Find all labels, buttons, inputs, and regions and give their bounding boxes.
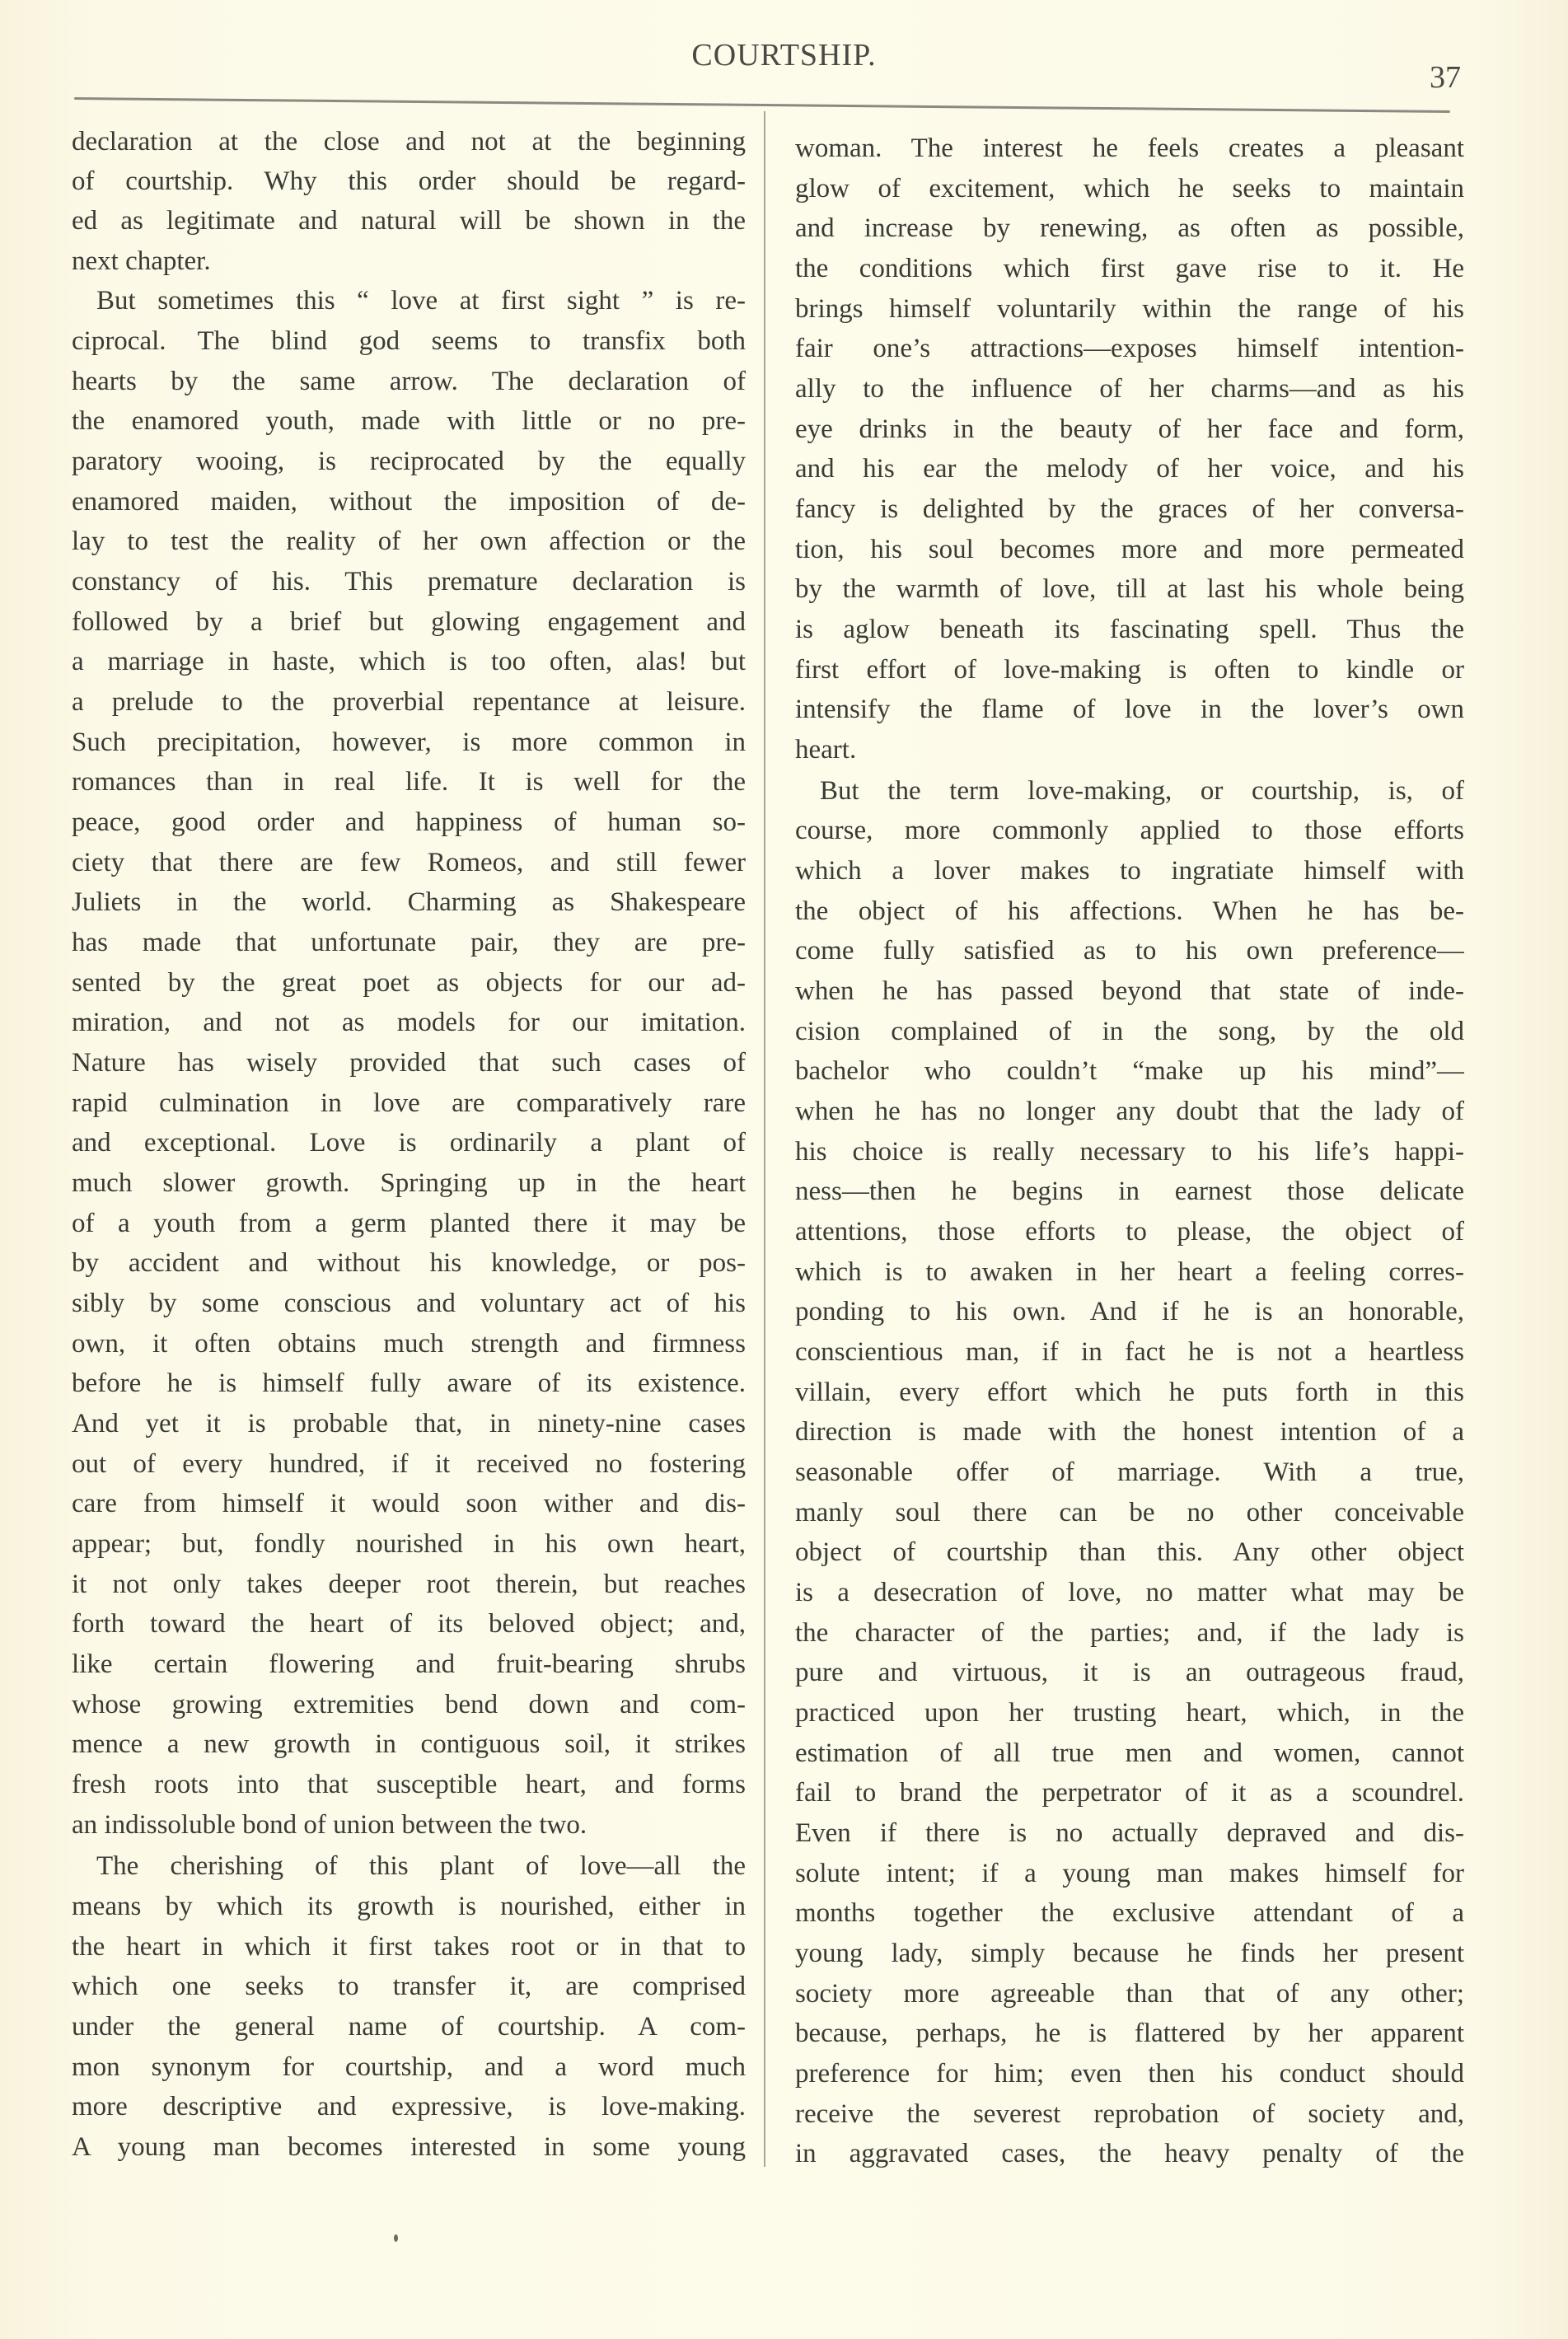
- text-line: Nature has wisely provided that such cases of: [72, 1048, 746, 1078]
- text-line: Such precipitation, however, is more common in: [72, 727, 746, 757]
- text-line: bachelor who couldn’t “make up his mind”—: [795, 1056, 1464, 1086]
- text-line: and exceptional. Love is ordinarily a plant of: [72, 1128, 746, 1158]
- text-line: constancy of his. This premature declaration is: [72, 567, 746, 596]
- text-line: mon synonym for courtship, and a word much: [72, 2052, 746, 2082]
- text-line: brings himself voluntarily within the range of his: [795, 294, 1464, 324]
- text-line: heart.: [795, 735, 857, 765]
- text-line: declaration at the close and not at the beginning: [72, 127, 746, 157]
- text-line: Juliets in the world. Charming as Shakespeare: [72, 887, 746, 917]
- text-line: Even if there is no actually depraved and dis-: [795, 1818, 1464, 1848]
- text-line: when he has no longer any doubt that the lady of: [795, 1097, 1464, 1126]
- text-line: society more agreeable than that of any other;: [795, 1979, 1464, 2009]
- text-line: hearts by the same arrow. The declaration of: [72, 367, 746, 396]
- column-divider: [764, 111, 765, 2167]
- text-line: is aglow beneath its fascinating spell. Thus the: [795, 615, 1464, 644]
- text-line: lay to test the reality of her own affection or the: [72, 526, 746, 556]
- text-line: paratory wooing, is reciprocated by the equally: [72, 447, 746, 476]
- text-line: tion, his soul becomes more and more permeated: [795, 535, 1464, 564]
- text-line: months together the exclusive attendant of a: [795, 1898, 1464, 1928]
- text-line: by accident and without his knowledge, or pos-: [72, 1248, 746, 1278]
- text-line: ed as legitimate and natural will be shown in the: [72, 206, 746, 236]
- text-line: mence a new growth in contiguous soil, it strikes: [72, 1729, 746, 1759]
- text-line: ponding to his own. And if he is an honorable,: [795, 1297, 1464, 1326]
- text-line: own, it often obtains much strength and firmness: [72, 1329, 746, 1359]
- text-line: fresh roots into that susceptible heart, and forms: [72, 1770, 746, 1799]
- text-line: ness—then he begins in earnest those delicate: [795, 1177, 1464, 1206]
- text-line: glow of excitement, which he seeks to maintain: [795, 174, 1464, 203]
- text-line: the enamored youth, made with little or no pre-: [72, 406, 746, 436]
- text-line: the heart in which it first takes root or in that to: [72, 1932, 746, 1962]
- text-line: sented by the great poet as objects for our ad-: [72, 968, 746, 998]
- text-line: seasonable offer of marriage. With a true,: [795, 1457, 1464, 1487]
- text-line: forth toward the heart of its beloved object; and,: [72, 1609, 746, 1639]
- text-line: ally to the influence of her charms—and as his: [795, 374, 1464, 404]
- text-line: But the term love-making, or courtship, is, of: [820, 776, 1464, 806]
- text-line: woman. The interest he feels creates a pleasant: [795, 133, 1464, 163]
- text-line: enamored maiden, without the imposition of de-: [72, 487, 746, 517]
- text-line: a marriage in haste, which is too often, alas! but: [72, 647, 746, 676]
- text-line: by the warmth of love, till at last his whole being: [795, 574, 1464, 604]
- text-line: pure and virtuous, it is an outrageous fraud,: [795, 1658, 1464, 1687]
- text-line: course, more commonly applied to those efforts: [795, 816, 1464, 845]
- text-line: and his ear the melody of her voice, and his: [795, 454, 1464, 484]
- text-line: rapid culmination in love are comparatively rare: [72, 1088, 746, 1118]
- text-line: manly soul there can be no other conceivable: [795, 1498, 1464, 1527]
- text-line: his choice is really necessary to his life’s happi-: [795, 1137, 1464, 1167]
- text-line: fancy is delighted by the graces of her conversa-: [795, 494, 1464, 524]
- text-line: intensify the flame of love in the lover’s own: [795, 695, 1464, 724]
- text-line: has made that unfortunate pair, they are pre-: [72, 928, 746, 957]
- text-line: of courtship. Why this order should be regard-: [72, 166, 746, 196]
- text-line: means by which its growth is nourished, either in: [72, 1892, 746, 1921]
- text-line: more descriptive and expressive, is love-making.: [72, 2092, 746, 2121]
- page-number: 37: [1430, 60, 1461, 95]
- text-line: conscientious man, if in fact he is not a heartless: [795, 1337, 1464, 1367]
- text-line: is a desecration of love, no matter what may be: [795, 1578, 1464, 1607]
- text-line: in aggravated cases, the heavy penalty of the: [795, 2139, 1464, 2168]
- text-line: object of courtship than this. Any other object: [795, 1537, 1464, 1567]
- text-line: first effort of love-making is often to kindle or: [795, 655, 1464, 685]
- text-line: romances than in real life. It is well for the: [72, 767, 746, 797]
- text-line: before he is himself fully aware of its existence.: [72, 1368, 746, 1398]
- text-line: whose growing extremities bend down and com-: [72, 1690, 746, 1719]
- text-line: a prelude to the proverbial repentance at leisure.: [72, 687, 746, 717]
- text-line: miration, and not as models for our imitation.: [72, 1008, 746, 1037]
- text-line: the object of his affections. When he has be-: [795, 896, 1464, 926]
- text-line: the character of the parties; and, if the lady is: [795, 1618, 1464, 1648]
- text-line: appear; but, fondly nourished in his own heart,: [72, 1529, 746, 1559]
- text-line: ciprocal. The blind god seems to transfix both: [72, 326, 746, 356]
- text-line: cision complained of in the song, by the old: [795, 1017, 1464, 1046]
- text-line: The cherishing of this plant of love—all the: [96, 1851, 746, 1881]
- text-line: estimation of all true men and women, cannot: [795, 1738, 1464, 1768]
- text-line: when he has passed beyond that state of inde-: [795, 976, 1464, 1006]
- text-line: the conditions which first gave rise to it. He: [795, 254, 1464, 283]
- text-line: of a youth from a germ planted there it may be: [72, 1209, 746, 1238]
- text-line: followed by a brief but glowing engagement and: [72, 607, 746, 637]
- text-line: preference for him; even then his conduct should: [795, 2059, 1464, 2089]
- text-line: A young man becomes interested in some young: [72, 2132, 746, 2162]
- text-line: an indissoluble bond of union between the two.: [72, 1810, 587, 1840]
- text-line: it not only takes deeper root therein, but reaches: [72, 1569, 746, 1599]
- text-line: fair one’s attractions—exposes himself intention-: [795, 334, 1464, 363]
- text-line: which a lover makes to ingratiate himself with: [795, 856, 1464, 886]
- text-line: which one seeks to transfer it, are comprised: [72, 1972, 746, 2001]
- text-line: and increase by renewing, as often as possible,: [795, 213, 1464, 243]
- text-line: villain, every effort which he puts forth in this: [795, 1378, 1464, 1407]
- text-line: practiced upon her trusting heart, which, in the: [795, 1698, 1464, 1728]
- text-line: But sometimes this “ love at first sight ” is re-: [96, 286, 746, 316]
- text-line: young lady, simply because he finds her present: [795, 1939, 1464, 1968]
- text-line: solute intent; if a young man makes himself for: [795, 1859, 1464, 1888]
- running-head: COURTSHIP.: [691, 38, 877, 73]
- text-line: direction is made with the honest intention of a: [795, 1417, 1464, 1447]
- text-line: like certain flowering and fruit-bearing shrubs: [72, 1649, 746, 1679]
- ink-speck: [394, 2234, 398, 2242]
- text-line: care from himself it would soon wither and dis-: [72, 1489, 746, 1518]
- text-line: sibly by some conscious and voluntary act of his: [72, 1289, 746, 1318]
- text-line: under the general name of courtship. A com-: [72, 2012, 746, 2042]
- text-line: receive the severest reprobation of society and,: [795, 2099, 1464, 2129]
- text-line: eye drinks in the beauty of her face and form,: [795, 414, 1464, 444]
- text-line: because, perhaps, he is flattered by her apparent: [795, 2019, 1464, 2048]
- header-rule: [74, 97, 1450, 113]
- text-line: much slower growth. Springing up in the heart: [72, 1168, 746, 1198]
- text-line: peace, good order and happiness of human so-: [72, 807, 746, 837]
- text-line: fail to brand the perpetrator of it as a scoundrel.: [795, 1778, 1464, 1808]
- text-line: And yet it is probable that, in ninety-nine cases: [72, 1409, 746, 1438]
- text-line: out of every hundred, if it received no fostering: [72, 1449, 746, 1479]
- text-line: attentions, those efforts to please, the object of: [795, 1217, 1464, 1247]
- text-line: which is to awaken in her heart a feeling corres-: [795, 1257, 1464, 1287]
- text-line: next chapter.: [72, 246, 211, 276]
- text-line: come fully satisfied as to his own preference—: [795, 936, 1464, 966]
- text-line: ciety that there are few Romeos, and still fewer: [72, 848, 746, 877]
